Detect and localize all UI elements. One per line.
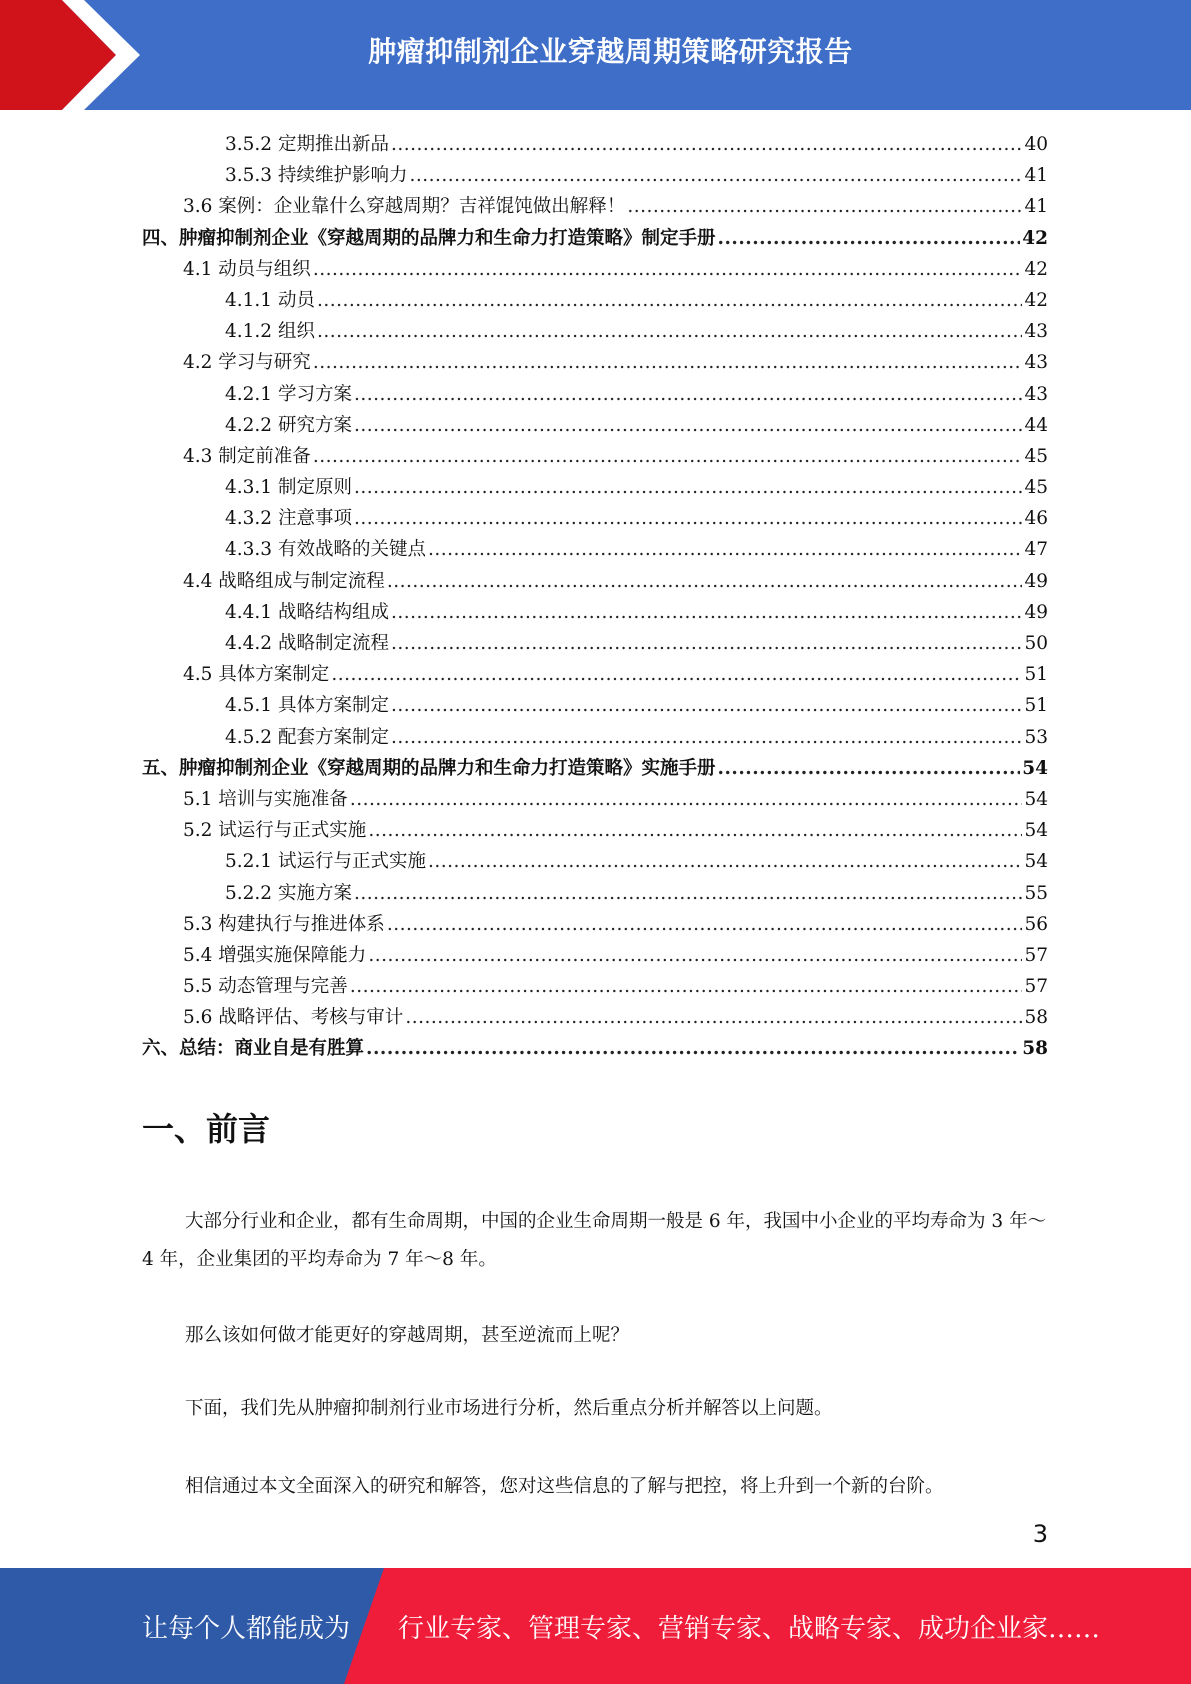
toc-dot-leader	[313, 441, 1023, 472]
report-title: 肿瘤抑制剂企业穿越周期策略研究报告	[368, 35, 853, 68]
toc-dot-leader	[391, 129, 1022, 160]
toc-entry[interactable]	[142, 566, 1048, 597]
toc-entry-page: 56	[1024, 913, 1048, 935]
toc-entry[interactable]	[142, 722, 1048, 753]
toc-entry-label: 4.4.1 战略结构组成	[225, 601, 389, 623]
toc-dot-leader	[391, 628, 1022, 659]
toc-entry-page: 47	[1024, 539, 1048, 561]
toc-entry-label: 5.4 增强实施保障能力	[183, 944, 367, 966]
toc-dot-leader	[317, 285, 1023, 316]
toc-entry[interactable]	[142, 503, 1048, 534]
footer-slogan-right: 行业专家、管理专家、营销专家、战略专家、成功企业家……	[398, 1614, 1101, 1644]
toc-entry-page: 41	[1024, 165, 1048, 187]
toc-entry-label: 4.5 具体方案制定	[183, 664, 330, 686]
toc-entry[interactable]	[142, 940, 1048, 971]
toc-dot-leader	[317, 316, 1023, 347]
toc-entry-page: 54	[1024, 788, 1048, 810]
toc-dot-leader	[391, 597, 1022, 628]
toc-dot-leader	[313, 254, 1023, 285]
intro-paragraph-2: 那么该如何做才能更好的穿越周期，甚至逆流而上呢？	[185, 1325, 630, 1346]
toc-dot-leader	[718, 223, 1021, 254]
toc-entry[interactable]	[142, 784, 1048, 815]
toc-dot-leader	[391, 690, 1022, 721]
toc-dot-leader	[368, 940, 1022, 971]
toc-entry-page: 41	[1024, 196, 1048, 218]
toc-dot-leader	[405, 1002, 1022, 1033]
toc-entry-page: 45	[1024, 477, 1048, 499]
toc-entry-label: 4.4.2 战略制定流程	[225, 633, 389, 654]
toc-dot-leader	[354, 503, 1023, 534]
toc-entry-page: 57	[1024, 944, 1048, 966]
toc-dot-leader	[428, 846, 1022, 877]
toc-entry[interactable]	[142, 690, 1048, 721]
section-heading: 一、前言	[142, 1110, 271, 1148]
toc-entry-label: 4.3.1 制定原则	[225, 477, 352, 499]
toc-entry-label: 六、总结：商业自是有胜算	[142, 1038, 365, 1060]
toc-entry-label: 4.3.3 有效战略的关键点	[225, 539, 426, 561]
toc-entry[interactable]	[142, 316, 1048, 347]
toc-dot-leader	[387, 909, 1023, 940]
intro-paragraph-4: 相信通过本文全面深入的研究和解答，您对这些信息的了解与把控，将上升到一个新的台阶。	[185, 1476, 944, 1497]
toc-entry-page: 51	[1024, 695, 1048, 717]
toc-entry-page: 58	[1024, 1007, 1048, 1029]
toc-entry[interactable]	[142, 878, 1048, 909]
toc-entry-label: 4.1.1 动员	[225, 289, 315, 311]
toc-entry[interactable]	[142, 191, 1048, 222]
toc-entry-label: 4.4 战略组成与制定流程	[183, 570, 385, 592]
toc-entry-label: 5.5 动态管理与完善	[183, 976, 348, 998]
toc-entry[interactable]	[142, 534, 1048, 565]
toc-entry[interactable]	[142, 815, 1048, 846]
footer-slogan-left: 让每个人都能成为	[142, 1614, 351, 1644]
toc-entry-label: 3.6 案例：企业靠什么穿越周期？吉祥馄饨做出解释！	[183, 196, 626, 218]
toc-entry-page: 57	[1024, 976, 1048, 998]
toc-entry-label: 4.5.1 具体方案制定	[225, 695, 389, 717]
toc-entry-page: 46	[1024, 508, 1048, 530]
toc-entry[interactable]	[142, 846, 1048, 877]
toc-entry-label: 4.1.2 组织	[225, 321, 315, 343]
toc-dot-leader	[391, 722, 1022, 753]
toc-entry-label: 四、肿瘤抑制剂企业《穿越周期的品牌力和生命力打造策略》制定手册	[142, 227, 716, 249]
toc-entry[interactable]	[142, 472, 1048, 503]
toc-dot-leader	[409, 160, 1022, 191]
toc-dot-leader	[368, 815, 1022, 846]
toc-entry-label: 4.2 学习与研究	[183, 352, 311, 374]
toc-entry-label: 4.2.2 研究方案	[225, 414, 352, 436]
toc-entry[interactable]	[142, 597, 1048, 628]
toc-entry-page: 49	[1024, 570, 1048, 592]
toc-entry[interactable]	[142, 347, 1048, 378]
toc-dot-leader	[350, 971, 1023, 1002]
toc-entry-label: 4.3.2 注意事项	[225, 508, 352, 530]
toc-dot-leader	[718, 753, 1021, 784]
toc-entry-page: 55	[1024, 882, 1048, 904]
toc-dot-leader	[627, 191, 1022, 222]
toc-entry[interactable]	[142, 379, 1048, 410]
toc-entry[interactable]	[142, 410, 1048, 441]
toc-entry-page: 44	[1024, 414, 1048, 436]
toc-entry-page: 45	[1024, 445, 1048, 467]
toc-entry-label: 3.5.3 持续维护影响力	[225, 165, 408, 187]
toc-entry-label: 5.2.2 实施方案	[225, 882, 352, 904]
toc-entry[interactable]	[142, 254, 1048, 285]
intro-paragraph-1: 大部分行业和企业，都有生命周期，中国的企业生命周期一般是 6 年，我国中小企业的平均寿命为 3 年～4 年，企业集团的平均寿命为 7 年～8 年。	[142, 1211, 1047, 1270]
toc-entry-page: 49	[1024, 601, 1048, 623]
toc-entry[interactable]	[142, 753, 1048, 784]
toc-entry-page: 42	[1022, 227, 1048, 249]
toc-entry-page: 50	[1024, 633, 1048, 654]
toc-entry-page: 43	[1024, 383, 1048, 405]
toc-entry-label: 4.1 动员与组织	[183, 258, 311, 280]
toc-entry-page: 42	[1024, 258, 1048, 280]
toc-entry-page: 40	[1024, 134, 1048, 155]
intro-paragraph-3: 下面，我们先从肿瘤抑制剂行业市场进行分析，然后重点分析并解答以上问题。	[185, 1398, 833, 1419]
page-number: 3	[1032, 1520, 1048, 1548]
toc-entry-label: 4.5.2 配套方案制定	[225, 726, 389, 748]
toc-entry-label: 五、肿瘤抑制剂企业《穿越周期的品牌力和生命力打造策略》实施手册	[142, 757, 716, 779]
toc-dot-leader	[350, 784, 1023, 815]
toc-entry-label: 5.6 战略评估、考核与审计	[183, 1007, 404, 1029]
toc-entry[interactable]	[142, 971, 1048, 1002]
toc-entry-label: 3.5.2 定期推出新品	[225, 134, 389, 155]
toc-entry-page: 43	[1024, 321, 1048, 343]
toc-entry[interactable]	[142, 129, 1048, 160]
toc-dot-leader	[366, 1033, 1020, 1064]
toc-dot-leader	[387, 566, 1023, 597]
toc-dot-leader	[354, 472, 1023, 503]
toc-dot-leader	[354, 878, 1023, 909]
toc-entry[interactable]	[142, 285, 1048, 316]
toc-entry-page: 53	[1024, 726, 1048, 748]
toc-entry[interactable]	[142, 1002, 1048, 1033]
toc-dot-leader	[313, 347, 1023, 378]
toc-entry-page: 43	[1024, 352, 1048, 374]
toc-entry-label: 5.3 构建执行与推进体系	[183, 913, 385, 935]
toc-entry-page: 51	[1024, 664, 1048, 686]
toc-entry[interactable]	[142, 628, 1048, 659]
toc-entry-label: 5.1 培训与实施准备	[183, 788, 348, 810]
toc-entry[interactable]	[142, 160, 1048, 191]
toc-dot-leader	[428, 534, 1022, 565]
toc-entry-page: 54	[1022, 757, 1048, 779]
toc-dot-leader	[331, 659, 1022, 690]
toc-entry[interactable]	[142, 223, 1048, 254]
toc-entry[interactable]	[142, 659, 1048, 690]
toc-entry-page: 42	[1024, 289, 1048, 311]
toc-entry-label: 5.2 试运行与正式实施	[183, 820, 367, 842]
toc-entry-label: 4.2.1 学习方案	[225, 383, 352, 405]
toc-entry[interactable]	[142, 441, 1048, 472]
toc-entry[interactable]	[142, 909, 1048, 940]
page-header	[0, 0, 1191, 110]
toc-entry-label: 5.2.1 试运行与正式实施	[225, 851, 426, 873]
toc-entry-page: 58	[1022, 1038, 1048, 1060]
toc-entry-page: 54	[1024, 851, 1048, 873]
page-footer	[0, 1568, 1191, 1684]
toc-dot-leader	[354, 379, 1023, 410]
toc-entry-page: 54	[1024, 820, 1048, 842]
toc-entry[interactable]	[142, 1033, 1048, 1064]
table-of-contents	[142, 129, 1048, 1065]
toc-entry-label: 4.3 制定前准备	[183, 445, 311, 467]
toc-dot-leader	[354, 410, 1023, 441]
